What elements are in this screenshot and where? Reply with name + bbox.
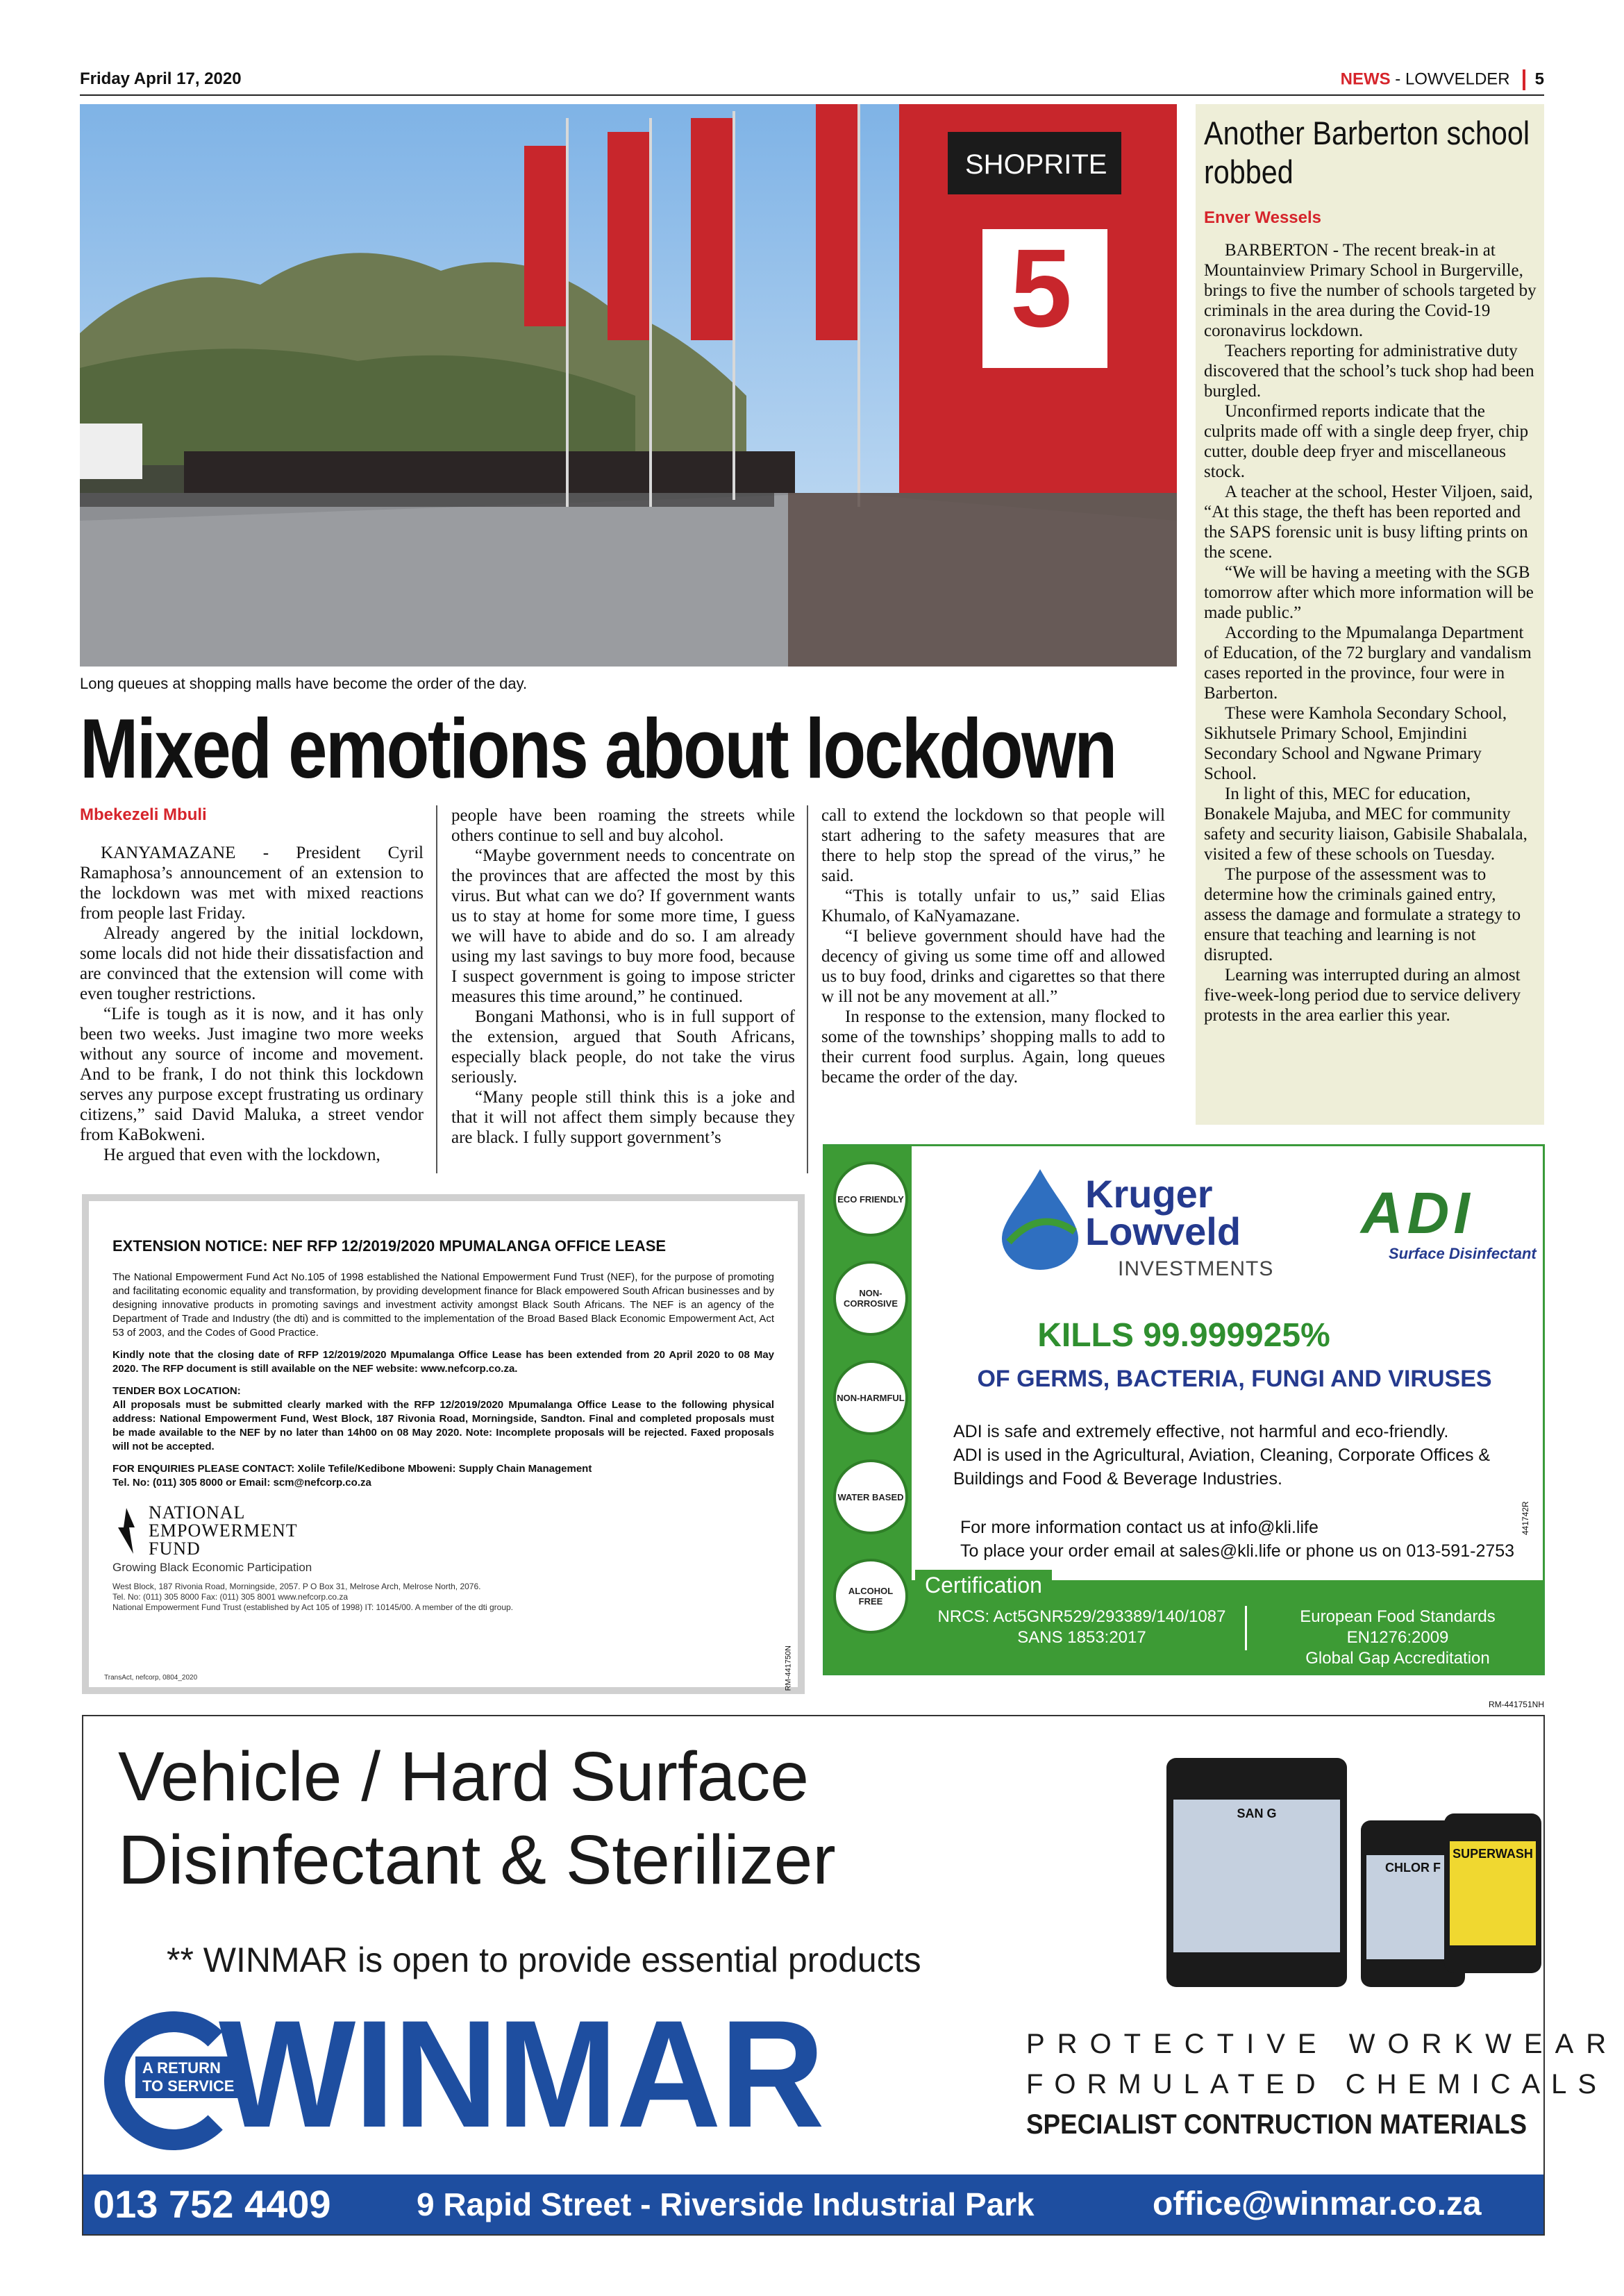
nef-trust: National Empowerment Fund Trust (established by Act 105 of 1998) IT: 10145/00. A member of the dti group.: [112, 1602, 513, 1612]
section-label: NEWS: [1340, 69, 1391, 89]
sidebar-byline: Enver Wessels: [1204, 208, 1321, 227]
article-paragraph: Already angered by the initial lockdown, some locals did not hide their dissatisfaction and are convinced that the extension will come with even tougher restrictions.: [80, 924, 424, 1003]
kli-cert-line: European Food Standards EN1276:2009: [1300, 1607, 1496, 1647]
header-divider: [1523, 69, 1525, 90]
nef-tel: Tel. No: (011) 305 8000 or Email: scm@nefcorp.co.za: [112, 1477, 371, 1489]
kli-ad-reference: 441742R: [1521, 1501, 1530, 1535]
kli-contact-line: To place your order email at sales@kli.life or phone us on 013-591-2753: [960, 1541, 1515, 1561]
sidebar-paragraph: “We will be having a meeting with the SGB tomorrow after which more information will be made public.”: [1204, 563, 1534, 622]
kli-cert-left: [936, 1607, 1228, 1648]
sidebar-paragraph: In light of this, MEC for education, Bonakele Majuba, and MEC for community safety and security liaison, Gabisile Shabalala, visited a few of these schools on Tuesday.: [1204, 785, 1527, 864]
nef-ad-reference: RM-441750N: [784, 1645, 792, 1691]
header-rule: [80, 94, 1544, 96]
winmar-service-line-3: SPECIALIST CONTRUCTION MATERIALS: [1026, 2109, 1527, 2140]
nef-logo-mark-icon: [112, 1507, 140, 1555]
photo-sign-text: SHOPRITE: [965, 149, 1107, 180]
article-paragraph: people have been roaming the streets while others continue to sell and buy alcohol.: [451, 806, 795, 845]
svg-text:5: 5: [1010, 226, 1072, 350]
page-number: 5: [1534, 69, 1544, 89]
kli-body-line: ADI is safe and extremely effective, not harmful and eco-friendly.: [953, 1422, 1449, 1441]
alcohol-free-badge: ALCOHOL FREE: [833, 1559, 908, 1634]
non-corrosive-badge: NON-CORROSIVE: [833, 1261, 908, 1336]
kli-germs-line: OF GERMS, BACTERIA, FUNGI AND VIRUSES: [977, 1366, 1492, 1392]
article-column-2: [451, 805, 795, 1148]
article-column-1: [80, 805, 424, 1165]
column-rule: [436, 805, 437, 1173]
sidebar-body: [1204, 240, 1537, 1025]
section-separator: -: [1390, 69, 1405, 89]
article-column-3: [821, 805, 1165, 1087]
sidebar-paragraph: According to the Mpumalanga Department of Education, of the 72 burglary and vandalism cases reported in the province, four were in Barberton.: [1204, 623, 1532, 703]
non-harmful-badge: NON-HARMFUL: [833, 1360, 908, 1435]
nef-ad-body: [89, 1201, 798, 1691]
kli-logo-name: [1085, 1172, 1241, 1253]
nef-tagline: Growing Black Economic Participation: [112, 1561, 312, 1574]
winmar-address: 9 Rapid Street - Riverside Industrial Park: [417, 2186, 1035, 2222]
eco-friendly-badge: ECO FRIENDLY: [833, 1162, 908, 1237]
kli-logo-sub: INVESTMENTS: [1118, 1257, 1274, 1280]
return-to-service-badge: A RETURN TO SERVICE: [135, 2056, 246, 2098]
column-rule: [807, 805, 808, 1173]
nef-logo-line: NATIONAL: [149, 1502, 246, 1523]
nef-intro: The National Empowerment Fund Act No.105 of 1998 established the National Empowerment Fund Trust (NEF), for the purpose of promoting and facilitating economic equality and transformation, by providing development finance for Black empowered South African businesses and by designing innovative products in promoting savings and investment activity amongst Black South Africans. The NEF is an agency of the Department of Trade and Industry (the dti) and is committed to the implementation of the Broad Based Black Economic Empowerment Act, Act 53 of 2003, and the Codes of Good Practice.: [112, 1271, 774, 1339]
kli-logo-line: Lowveld: [1085, 1209, 1241, 1253]
kli-body-text: [953, 1420, 1537, 1491]
queue-photo-illustration: [80, 104, 1177, 667]
bottle-label: SAN G: [1173, 1800, 1340, 1952]
sidebar-paragraph: Unconfirmed reports indicate that the culprits made off with a single deep fryer, chip cutter, double deep fryer and miscellaneous stock.: [1204, 402, 1529, 481]
bottle-small: [1444, 1813, 1541, 1973]
winmar-email: office@winmar.co.za: [1153, 2186, 1482, 2222]
winmar-headline-1: Vehicle / Hard Surface: [118, 1738, 809, 1816]
kli-kills-claim: KILLS 99.999925%: [1037, 1317, 1330, 1354]
kli-body-line: ADI is used in the Agricultural, Aviation, Cleaning, Corporate Offices & Buildings and Food & Beverage Industries.: [953, 1446, 1491, 1489]
article-paragraph: “I believe government should have had the decency of giving us some time off and allowed us to buy food, drinks and cigarettes so that there w ill not be any movement at all.”: [821, 927, 1165, 1006]
sidebar-paragraph: BARBERTON - The recent break-in at Mountainview Primary School in Burgerville, brings to five the number of schools targeted by criminals in the area during the Covid-19 coronavirus lockdown.: [1204, 241, 1537, 340]
article-byline: Mbekezeli Mbuli: [80, 805, 207, 824]
article-paragraph: “Maybe government needs to concentrate on the provinces that are affected the most by this virus. But what can we do? If government wants us to stay at home for some more time, I guess we will have to abide and do so. I am already using my last savings to buy more food, because I suspect government is going to impose stricter measures this time around,” he continued.: [451, 846, 795, 1006]
kli-certification-label: Certification: [915, 1570, 1052, 1601]
winmar-service-line-1: PROTECTIVE WORKWEAR: [1026, 2029, 1619, 2059]
kli-logo-line: Kruger: [1085, 1172, 1213, 1216]
winmar-headline-2: Disinfectant & Sterilizer: [118, 1821, 836, 1899]
sidebar-paragraph: The purpose of the assessment was to determine how the criminals gained entry, assess the damage and formulate a strategy to ensure that teaching and learning is not disrupted.: [1204, 865, 1521, 964]
kli-cert-right: [1255, 1607, 1540, 1669]
nef-logo-line: FUND: [149, 1539, 201, 1559]
nef-tender-heading: TENDER BOX LOCATION:: [112, 1385, 241, 1397]
nef-logo-line: EMPOWERMENT: [149, 1520, 298, 1541]
winmar-contact-bar: [83, 2175, 1543, 2234]
article-paragraph: In response to the extension, many flocked to some of the townships’ shopping malls to add to their current food surplus. Again, long queues became the order of the day.: [821, 1007, 1165, 1087]
nef-logo: [112, 1504, 774, 1558]
nef-address: West Block, 187 Rivonia Road, Morningside, 2057. P O Box 31, Melrose Arch, Melrose North, 2076.: [112, 1582, 481, 1591]
sidebar-headline: Another Barberton school robbed: [1204, 115, 1530, 190]
kli-cert-line: Global Gap Accreditation: [1305, 1649, 1490, 1668]
water-based-badge: WATER BASED: [833, 1459, 908, 1534]
article-paragraph: “Life is tough as it is now, and it has only been two weeks. Just imagine two more weeks without any source of income and movement. And to be frank, I do not think this lockdown serves any purpose except frustrating us ordinary citizens,” said David Maluka, a street vendor from KaBokweni.: [80, 1005, 424, 1144]
sidebar-paragraph: A teacher at the school, Hester Viljoen, said, “At this stage, the theft has been reported and the SAPS forensic unit is busy lifting prints on the scene.: [1204, 483, 1533, 562]
product-bottles: [1153, 1744, 1533, 2008]
winmar-service-line-2: FORMULATED CHEMICALS: [1026, 2069, 1608, 2100]
water-drop-icon: [995, 1166, 1085, 1270]
article-paragraph: “Many people still think this is a joke and that it will not affect them simply because they are black. I fully support government’s: [451, 1088, 795, 1147]
kli-badge-strip: [825, 1146, 912, 1673]
kli-cert-line: SANS 1853:2017: [1017, 1628, 1146, 1647]
winmar-phone: 013 752 4409: [93, 2182, 331, 2226]
article-paragraph: KANYAMAZANE - President Cyril Ramaphosa’s announcement of an extension to the lockdown was met with mixed reactions from people last Friday.: [80, 844, 424, 923]
sidebar-paragraph: Learning was interrupted during an almost five-week-long period due to service delivery protests in the area earlier this year.: [1204, 966, 1521, 1025]
kli-advertisement: [823, 1144, 1545, 1675]
winmar-logo: WINMAR: [219, 1988, 823, 2159]
issue-date: Friday April 17, 2020: [80, 69, 242, 88]
photo-caption: Long queues at shopping malls have become the order of the day.: [80, 675, 528, 692]
nef-closing-notice: Kindly note that the closing date of RFP 12/2019/2020 Mpumalanga Office Lease has been extended from 20 April 2020 to 08 May 2020. The RFP document is still available on the NEF website: www.nefcorp.co.za.: [112, 1349, 774, 1375]
sidebar-paragraph: These were Kamhola Secondary School, Sikhutsele Primary School, Emjindini Secondary School and Ngwane Primary School.: [1204, 704, 1507, 783]
nef-logo-text: [149, 1504, 298, 1558]
kli-cert-line: NRCS: Act5GNR529/293389/140/1087: [937, 1607, 1226, 1626]
bottle-large: [1166, 1758, 1347, 1987]
article-paragraph: call to extend the lockdown so that people will start adhering to the safety measures that are there to help stop the spread of the virus,” he said.: [821, 806, 1165, 885]
nef-contact: Tel. No: (011) 305 8000 Fax: (011) 305 8001 www.nefcorp.co.za: [112, 1592, 349, 1602]
nef-enquiries: FOR ENQUIRIES PLEASE CONTACT: Xolile Tefile/Kedibone Mboweni: Supply Chain Management: [112, 1463, 592, 1475]
publication-name: LOWVELDER: [1405, 69, 1510, 89]
nef-advertisement: [82, 1194, 805, 1694]
adi-logo: ADI: [1361, 1180, 1474, 1246]
winmar-advertisement: [82, 1715, 1619, 2236]
winmar-note: ** WINMAR is open to provide essential products: [167, 1941, 921, 1979]
sidebar-story: [1196, 104, 1544, 1125]
kli-cert-divider: [1245, 1606, 1247, 1650]
article-paragraph: Bongani Mathonsi, who is in full support of the extension, argued that South Africans, especially black people, do not take the virus seriously.: [451, 1007, 795, 1087]
sidebar-paragraph: Teachers reporting for administrative duty discovered that the school’s tuck shop had been burgled.: [1204, 342, 1534, 401]
bottle-label: CHLOR F: [1366, 1855, 1459, 1959]
nef-ad-footer: TransAct, nefcorp, 0804_2020: [104, 1674, 198, 1682]
news-photo: [80, 104, 1177, 667]
winmar-ad-reference: RM-441751NH: [1488, 1700, 1544, 1709]
page-header-right: [1341, 69, 1544, 90]
nef-ad-title: EXTENSION NOTICE: NEF RFP 12/2019/2020 MPUMALANGA OFFICE LEASE: [112, 1237, 667, 1255]
nef-tender-text: All proposals must be submitted clearly marked with the RFP 12/2019/2020 Mpumalanga Office Lease to the following physical address: National Empowerment Fund, West Block, 187 Rivonia Road, Morningside, Sandton. Final and completed proposals must be made available to the NEF by no later than 14h00 on 08 May 2020. Note: Incomplete proposals will be rejected. Faxed proposals will not be accepted.: [112, 1399, 774, 1452]
article-paragraph: “This is totally unfair to us,” said Elias Khumalo, of KaNyamazane.: [821, 887, 1165, 925]
article-paragraph: He argued that even with the lockdown,: [103, 1146, 380, 1164]
bottle-label: SUPERWASH: [1450, 1841, 1536, 1945]
kli-contact-line: For more information contact us at info@kli.life: [960, 1518, 1319, 1537]
kli-contact-text: [960, 1516, 1543, 1563]
adi-tagline: Surface Disinfectant: [1389, 1245, 1537, 1262]
article-headline: Mixed emotions about lockdown: [80, 701, 1116, 796]
